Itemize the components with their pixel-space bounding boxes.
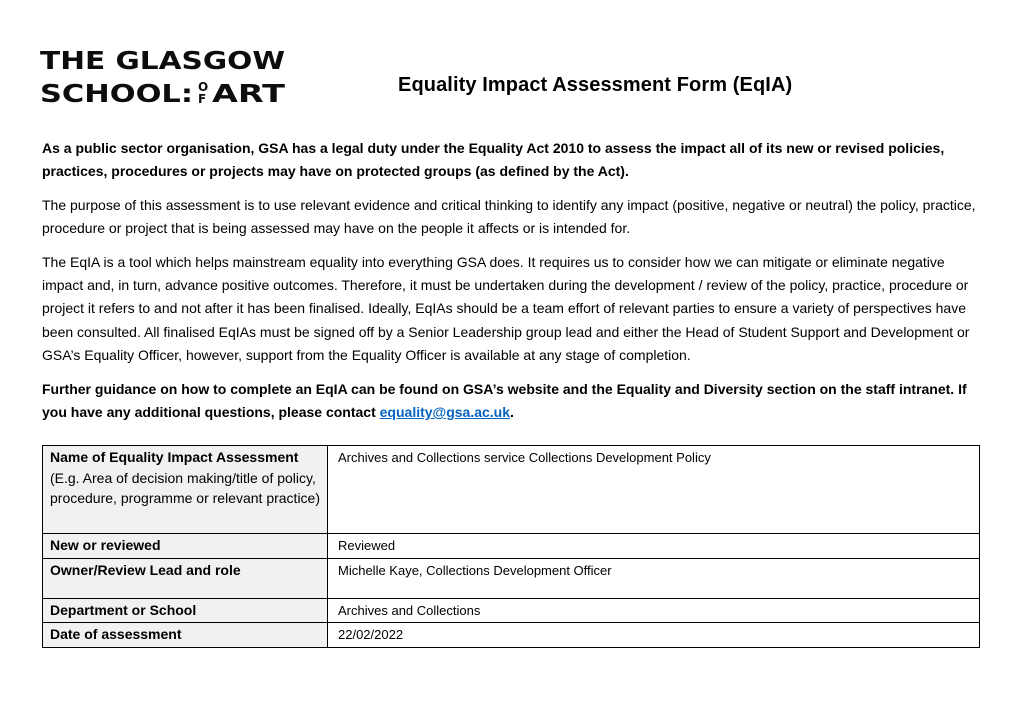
document-body (0, 137, 1024, 648)
row-label-date: Date of assessment (43, 623, 328, 648)
table-row-name (43, 446, 980, 534)
table-row-department (43, 598, 980, 623)
equality-email-link[interactable]: equality@gsa.ac.uk (379, 404, 511, 421)
row-label-owner: Owner/Review Lead and role (43, 558, 328, 598)
paragraph-purpose: The purpose of this assessment is to use relevant evidence and critical thinking to identify any impact (positive, negative or neutral) the policy, practice, procedure or project that is being assessed may have on the people it affects or is intended for. (42, 196, 976, 237)
gsa-logo (40, 46, 290, 110)
table-row-date (43, 623, 980, 648)
gsa-logo-art: ART (212, 79, 285, 108)
document-header (0, 0, 1024, 137)
table-row-owner (43, 558, 980, 598)
row-value-date: 22/02/2022 (328, 623, 980, 648)
assessment-details-table (42, 445, 980, 648)
gsa-logo-school: SCHOOL: (40, 79, 193, 108)
gsa-logo-of-bottom: F (198, 92, 207, 106)
row-label-new-or-reviewed: New or reviewed (43, 534, 328, 559)
guidance-text-end: . (510, 404, 514, 421)
table-row-new-or-reviewed (43, 534, 980, 559)
guidance-text: Further guidance on how to complete an EqIA can be found on GSA’s website and the Equality and Diversity section on the staff intranet. If you have any additional questions, please contact (42, 380, 967, 421)
row-label-name-bold: Name of Equality Impact Assessment (50, 449, 299, 466)
row-value-new-or-reviewed: Reviewed (328, 534, 980, 559)
paragraph-legal-duty: As a public sector organisation, GSA has a legal duty under the Equality Act 2010 to assess the impact all of its new or revised policies, practices, procedures or projects may have on protected groups (as defined by the Act). (42, 140, 945, 180)
page-title: Equality Impact Assessment Form (EqIA) (398, 74, 793, 96)
row-value-owner: Michelle Kaye, Collections Development Officer (328, 558, 980, 598)
gsa-logo-of-top: O (198, 80, 209, 94)
row-label-name-note: (E.g. Area of decision making/title of policy, procedure, programme or relevant practice) (50, 469, 321, 507)
gsa-logo-line1: THE GLASGOW (40, 46, 285, 75)
row-label-department: Department or School (43, 598, 328, 623)
paragraph-guidance (42, 378, 980, 425)
row-value-department: Archives and Collections (328, 598, 980, 623)
paragraph-eqia-tool: The EqIA is a tool which helps mainstream equality into everything GSA does. It requires us to consider how we can mitigate or eliminate negative impact and, in turn, advance positive outcomes. Therefore, it must be undertaken during the development / review of the policy, practice, procedure or project it refers to and not after it has been finalised. Ideally, EqIAs should be a team effort of relevant parties to ensure a variety of perspectives have been consulted. All finalised EqIAs must be signed off by a Senior Leadership group lead and either the Head of Student Support and Development or GSA’s Equality Officer, however, support from the Equality Officer is available at any stage of completion. (42, 253, 970, 364)
row-label-name (43, 446, 328, 534)
row-value-name: Archives and Collections service Collections Development Policy (328, 446, 980, 534)
